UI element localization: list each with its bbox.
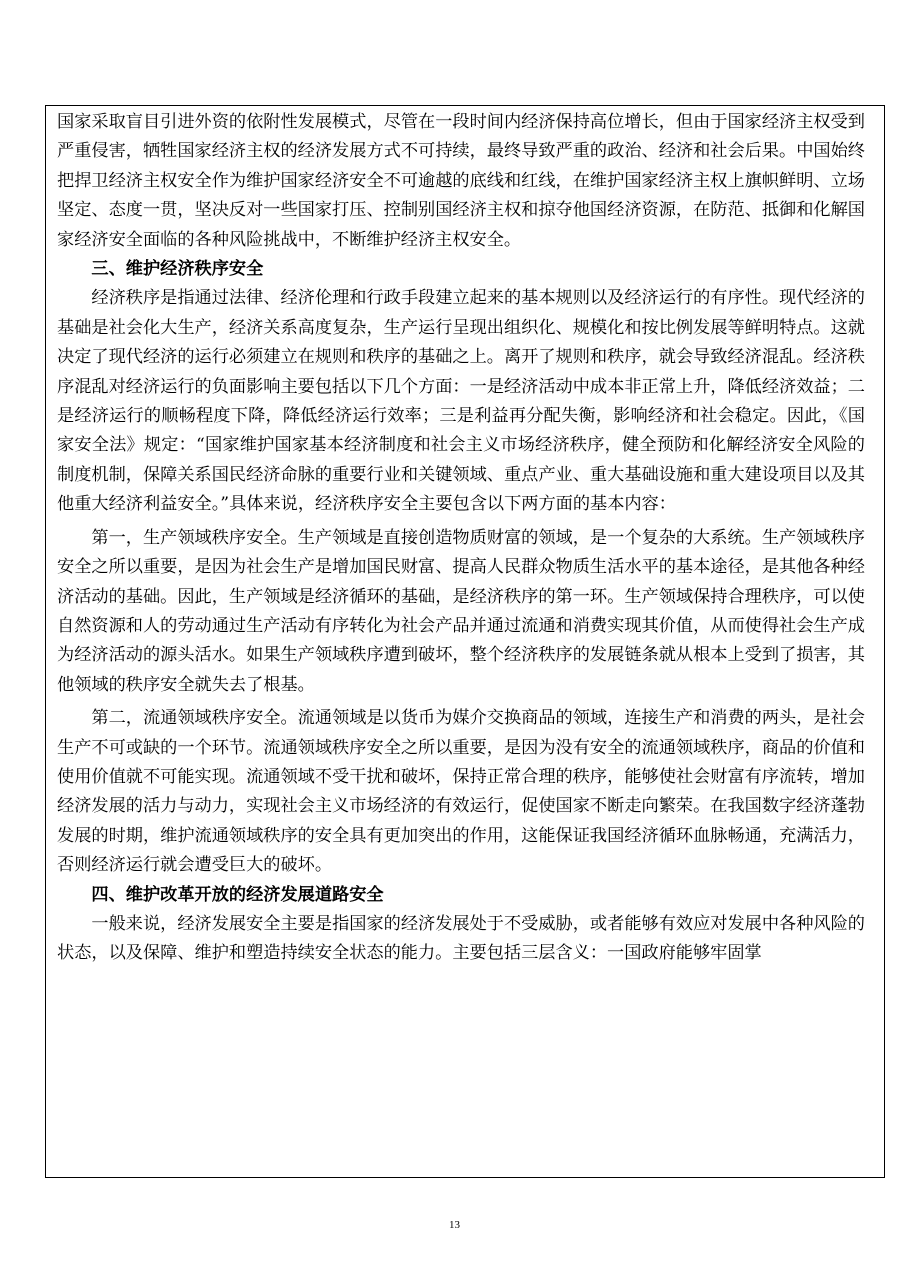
paragraph-production-order: 第一，生产领域秩序安全。生产领域是直接创造物质财富的领域，是一个复杂的大系统。生产领域秩序安全之所以重要，是因为社会生产是增加国民财富、提高人民群众物质生活水平的基本途径，是其他各种经济活动的基础。因此，生产领域是经济循环的基础，是经济秩序的第一环。生产领域保持合理秩序，可以使自然资源和人的劳动通过生产活动有序转化为社会产品并通过流通和消费实现其价值，从而使得社会生产成为经济活动的源头活水。如果生产领域秩序遭到破坏，整个经济秩序的发展链条就从根本上受到了损害，其他领域的秩序安全就失去了根基。 [57, 527, 865, 695]
paragraph-economic-order-intro: 经济秩序是指通过法律、经济伦理和行政手段建立起来的基本规则以及经济运行的有序性。现代经济的基础是社会化大生产，经济关系高度复杂，生产运行呈现出组织化、规模化和按比例发展等鲜明特点。这就决定了现代经济的运行必须建立在规则和秩序的基础之上。离开了规则和秩序，就会导致经济混乱。经济秩序混乱对经济运行的负面影响主要包括以下几个方面：一是经济活动中成本非正常上升，降低经济效益；二是经济运行的顺畅程度下降，降低经济运行效率；三是利益再分配失衡，影响经济和社会稳定。因此，《国家安全法》规定：“国家维护国家基本经济制度和社会主义市场经济秩序，健全预防和化解经济安全风险的制度机制，保障关系国民经济命脉的重要行业和关键领域、重点产业、重大基础设施和重大建设项目以及其他重大经济利益安全。”具体来说，经济秩序安全主要包含以下两方面的基本内容： [57, 288, 865, 515]
page-number: 13 [449, 1219, 460, 1231]
document-body [57, 108, 865, 969]
paragraph-circulation-order: 第二，流通领域秩序安全。流通领域是以货币为媒介交换商品的领域，连接生产和消费的两头，是社会生产不可或缺的一个环节。流通领域秩序安全之所以重要，是因为没有安全的流通领域秩序，商品的价值和使用价值就不可能实现。流通领域不受干扰和破坏，保持正常合理的秩序，能够使社会财富有序流转，增加经济发展的活力与动力，实现社会主义市场经济的有效运行，促使国家不断走向繁荣。在我国数字经济蓬勃发展的时期，维护流通领域秩序的安全具有更加突出的作用，这能保证我国经济循环血脉畅通，充满活力，否则经济运行就会遭受巨大的破坏。 [57, 708, 865, 876]
section-heading-development-path: 四、维护改革开放的经济发展道路安全 [91, 884, 384, 905]
paragraph-economic-sovereignty-end: 国家采取盲目引进外资的依附性发展模式，尽管在一段时间内经济保持高位增长，但由于国家经济主权受到严重侵害，牺牲国家经济主权的经济发展方式不可持续，最终导致严重的政治、经济和社会后果。中国始终把捍卫经济主权安全作为维护国家经济安全不可逾越的底线和红线，在维护国家经济主权上旗帜鲜明、立场坚定、态度一贯，坚决反对一些国家打压、控制别国经济主权和掠夺他国经济资源，在防范、抵御和化解国家经济安全面临的各种风险挑战中，不断维护经济主权安全。 [57, 112, 865, 250]
paragraph-development-security: 一般来说，经济发展安全主要是指国家的经济发展处于不受威胁，或者能够有效应对发展中各种风险的状态，以及保障、维护和塑造持续安全状态的能力。主要包括三层含义：一国政府能够牢固掌 [57, 913, 865, 964]
section-heading-economic-order: 三、维护经济秩序安全 [91, 259, 264, 280]
